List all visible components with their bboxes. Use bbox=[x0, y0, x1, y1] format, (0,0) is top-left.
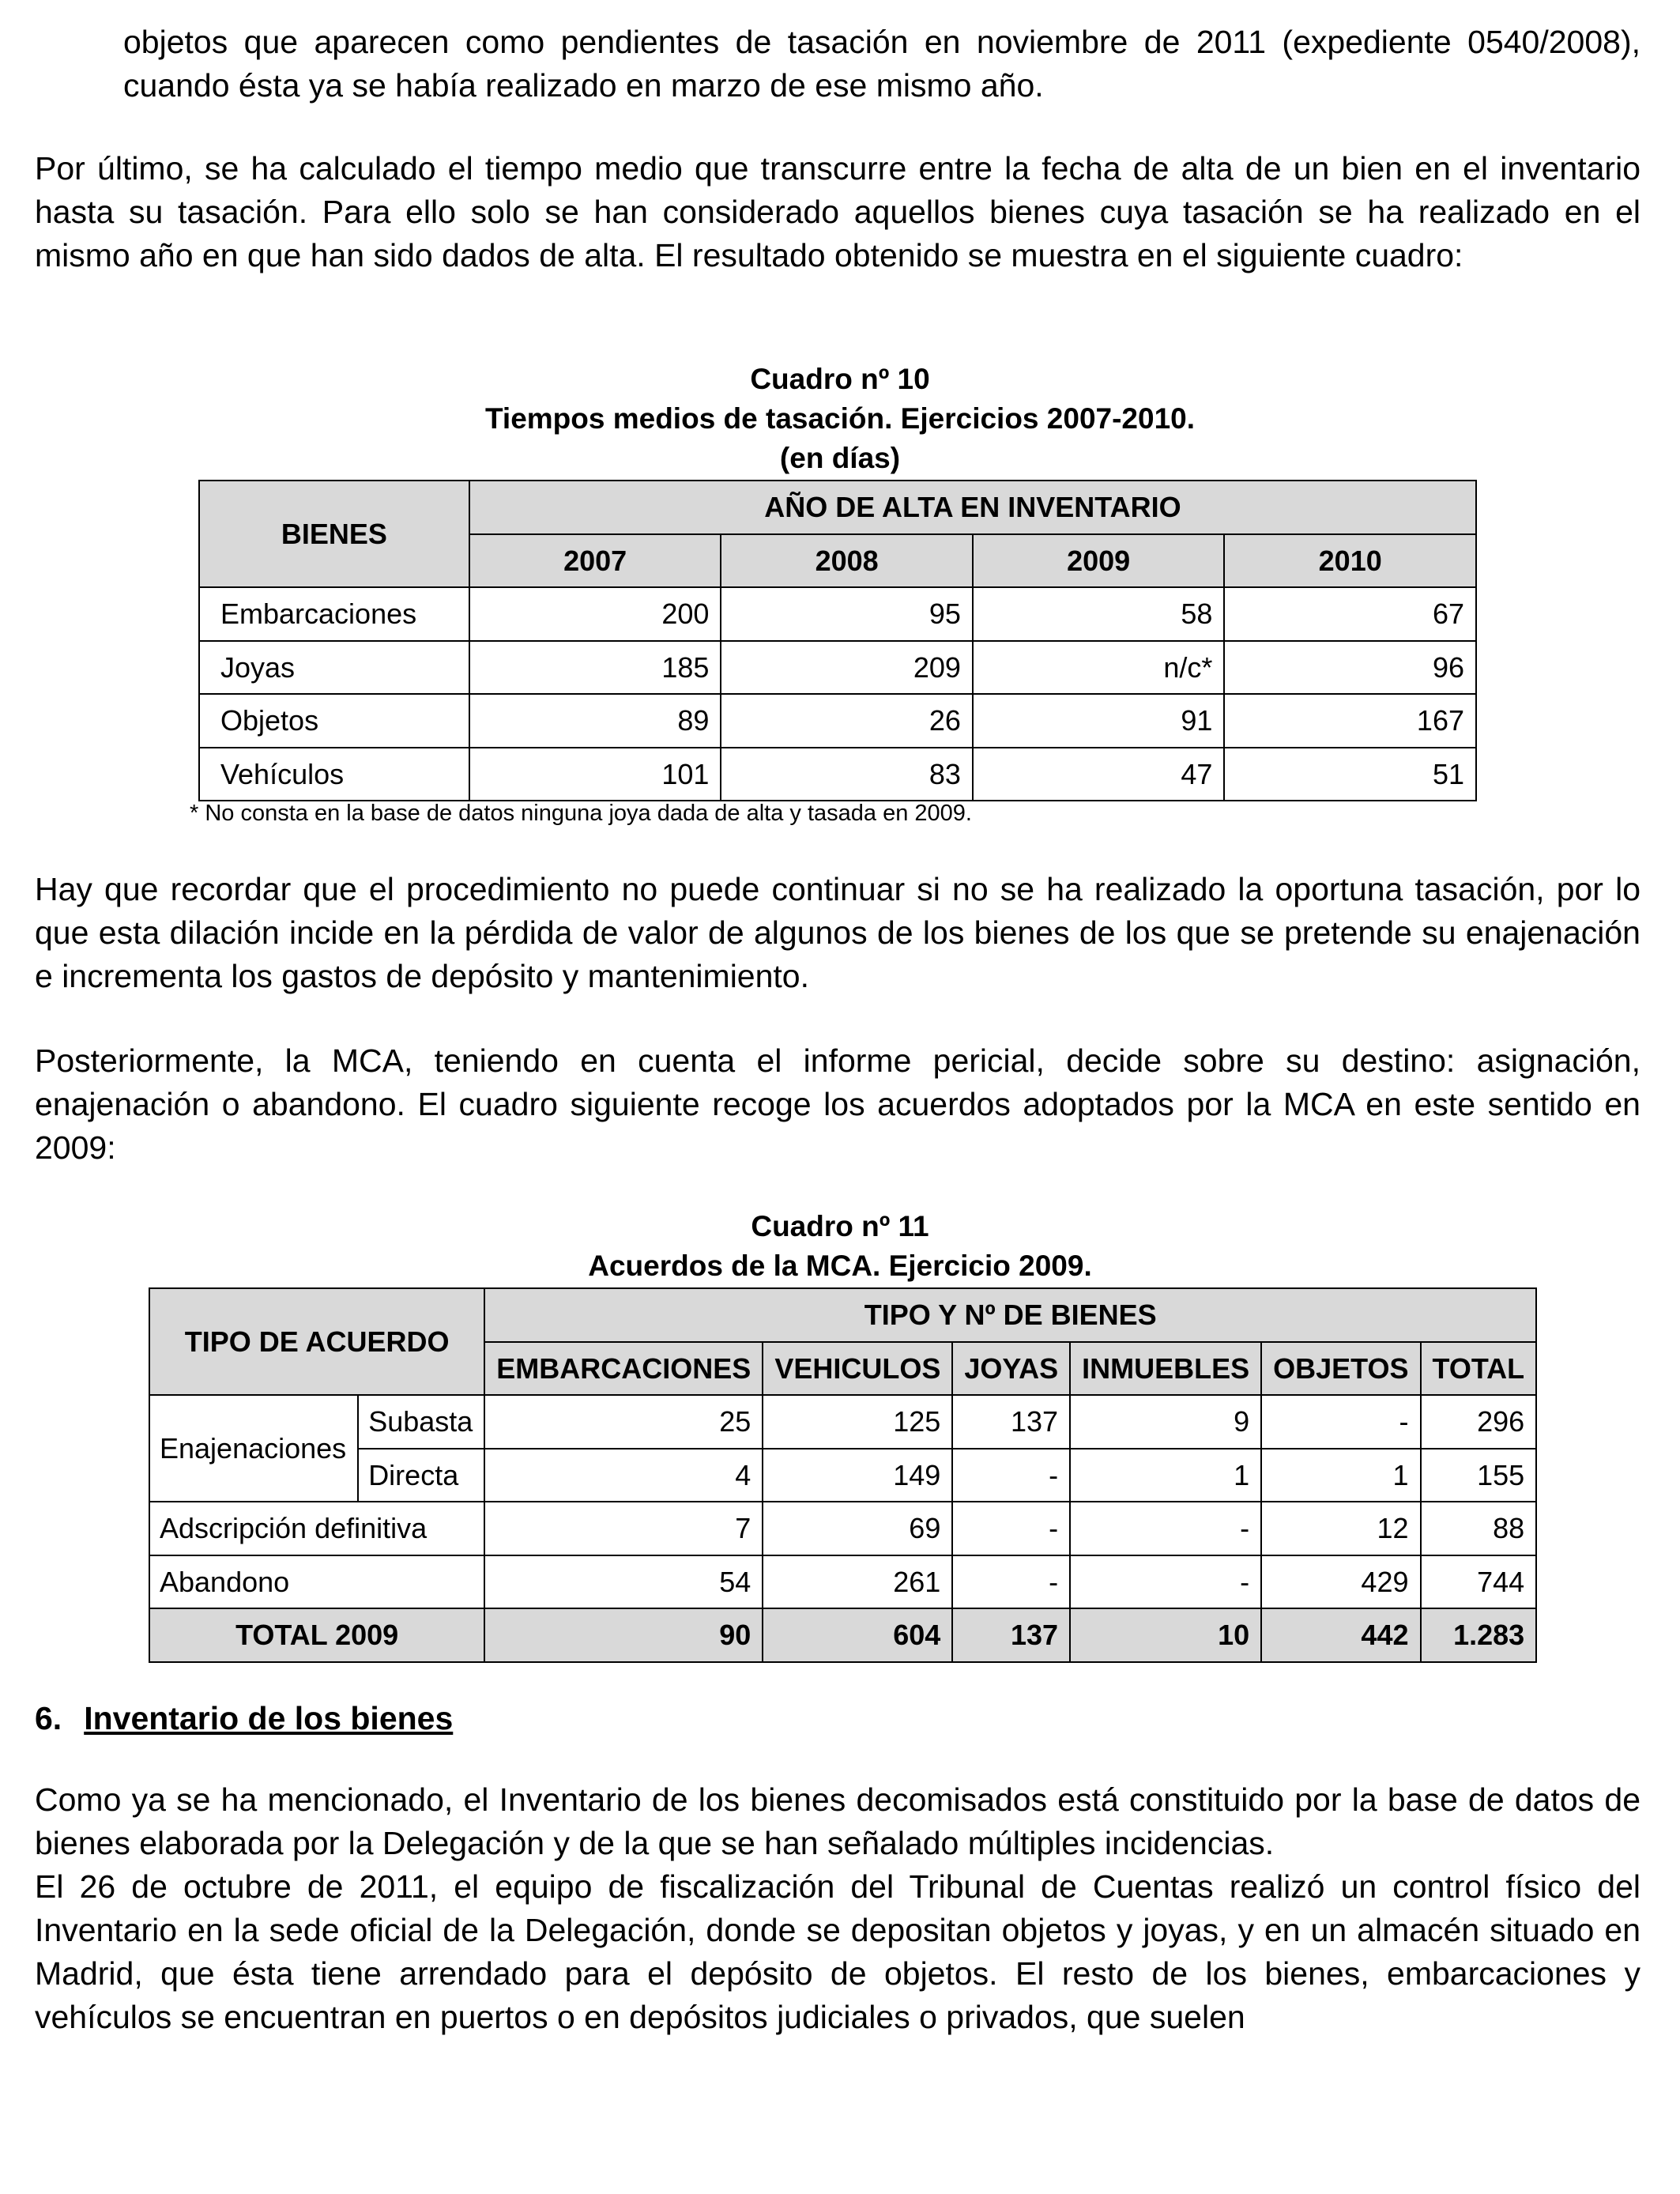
table10-row-label: Objetos bbox=[199, 694, 469, 748]
table-row bbox=[149, 1395, 1536, 1449]
table-row-total bbox=[149, 1608, 1536, 1662]
table11-total-cell: 137 bbox=[952, 1608, 1070, 1662]
table11-cell: 149 bbox=[763, 1449, 952, 1502]
table10-header-group: AÑO DE ALTA EN INVENTARIO bbox=[469, 481, 1476, 534]
table10-caption-units: (en días) bbox=[779, 442, 901, 474]
table11-cell: - bbox=[1070, 1502, 1261, 1555]
table11-cell: - bbox=[1261, 1395, 1420, 1449]
table10-cell: 51 bbox=[1224, 748, 1476, 801]
table11-cell: - bbox=[952, 1449, 1070, 1502]
table11-caption-number: Cuadro nº 11 bbox=[751, 1210, 929, 1242]
table11-cell: 54 bbox=[484, 1555, 763, 1608]
table11-caption-title: Acuerdos de la MCA. Ejercicio 2009. bbox=[588, 1250, 1092, 1282]
table10-header-bienes: BIENES bbox=[199, 481, 469, 587]
table11-cell: - bbox=[952, 1555, 1070, 1608]
table11-row-label: Directa bbox=[358, 1449, 484, 1502]
table11-cell: - bbox=[952, 1502, 1070, 1555]
table11-header-col: JOYAS bbox=[952, 1342, 1070, 1395]
table11-total-cell: 1.283 bbox=[1421, 1608, 1537, 1662]
paragraph-destino: Posteriormente, la MCA, teniendo en cuenta el informe pericial, decide sobre su destino: asignación, enajenación o abandono. El cuadro siguiente recoge los acuerdos adoptados por la MCA en este sentido en 2009: bbox=[35, 1042, 1640, 1166]
table10-row-label: Vehículos bbox=[199, 748, 469, 801]
table11-header-col: TOTAL bbox=[1421, 1342, 1537, 1395]
table11-row-label: Subasta bbox=[358, 1395, 484, 1449]
table11-cell: 125 bbox=[763, 1395, 952, 1449]
table11-cell: - bbox=[1070, 1555, 1261, 1608]
table10-caption-number: Cuadro nº 10 bbox=[750, 363, 930, 395]
table-tiempos-tasacion bbox=[198, 480, 1477, 801]
table11-cell: 296 bbox=[1421, 1395, 1537, 1449]
table11-cell: 69 bbox=[763, 1502, 952, 1555]
table-row bbox=[149, 1502, 1536, 1555]
table10-cell: 47 bbox=[973, 748, 1225, 801]
table10-cell: 91 bbox=[973, 694, 1225, 748]
table11-total-cell: 10 bbox=[1070, 1608, 1261, 1662]
paragraph-continuation: objetos que aparecen como pendientes de tasación en noviembre de 2011 (expediente 0540/2008), cuando ésta ya se había realizado en marzo de ese mismo año. bbox=[123, 24, 1640, 104]
table-acuerdos-mca bbox=[149, 1287, 1537, 1663]
table-row bbox=[199, 641, 1476, 694]
table11-caption bbox=[0, 1207, 1680, 1286]
table11-cell: 744 bbox=[1421, 1555, 1537, 1608]
table-row bbox=[149, 1555, 1536, 1608]
table11-cell: 12 bbox=[1261, 1502, 1420, 1555]
table11-header-tipo: TIPO DE ACUERDO bbox=[149, 1288, 484, 1395]
table11-total-label: TOTAL 2009 bbox=[149, 1608, 484, 1662]
table11-cell: 1 bbox=[1070, 1449, 1261, 1502]
table11-enajenaciones-label: Enajenaciones bbox=[149, 1395, 358, 1502]
table11-cell: 1 bbox=[1261, 1449, 1420, 1502]
table10-row-label: Joyas bbox=[199, 641, 469, 694]
table11-cell: 155 bbox=[1421, 1449, 1537, 1502]
table10-header-year: 2009 bbox=[973, 534, 1225, 587]
table11-row-label: Abandono bbox=[149, 1555, 484, 1608]
table11-row-label: Adscripción definitiva bbox=[149, 1502, 484, 1555]
section-heading bbox=[35, 1700, 453, 1737]
table10-header-year: 2007 bbox=[469, 534, 721, 587]
table10-footnote: * No consta en la base de datos ninguna joya dada de alta y tasada en 2009. bbox=[190, 801, 972, 826]
section-number: 6. bbox=[35, 1700, 62, 1736]
paragraph-control-fisico: El 26 de octubre de 2011, el equipo de fiscalización del Tribunal de Cuentas realizó un control físico del Inventario en la sede oficial de la Delegación, donde se depositan objetos y joyas, y en un almacén situado en Madrid, que ésta tiene arrendado para el depósito de objetos. El resto de los bienes, embarcaciones y vehículos se encuentran en puertos o en depósitos judiciales o privados, que suelen bbox=[35, 1868, 1640, 2035]
table10-cell: n/c* bbox=[973, 641, 1225, 694]
table10-cell: 95 bbox=[721, 587, 973, 641]
table10-cell: 167 bbox=[1224, 694, 1476, 748]
table11-header-group: TIPO Y Nº DE BIENES bbox=[484, 1288, 1536, 1342]
table11-header-col: VEHICULOS bbox=[763, 1342, 952, 1395]
table-row bbox=[149, 1449, 1536, 1502]
paragraph-inventario: Como ya se ha mencionado, el Inventario de los bienes decomisados está constituido por la base de datos de bienes elaborada por la Delegación y de la que se han señalado múltiples incidencias. bbox=[35, 1781, 1640, 1861]
section-title: Inventario de los bienes bbox=[84, 1700, 454, 1736]
table11-cell: 4 bbox=[484, 1449, 763, 1502]
table11-header-col: INMUEBLES bbox=[1070, 1342, 1261, 1395]
table-row bbox=[199, 748, 1476, 801]
table11-total-cell: 442 bbox=[1261, 1608, 1420, 1662]
table11-total-cell: 604 bbox=[763, 1608, 952, 1662]
table10-cell: 200 bbox=[469, 587, 721, 641]
table10-cell: 58 bbox=[973, 587, 1225, 641]
table11-cell: 137 bbox=[952, 1395, 1070, 1449]
table10-cell: 67 bbox=[1224, 587, 1476, 641]
table10-cell: 89 bbox=[469, 694, 721, 748]
table10-cell: 101 bbox=[469, 748, 721, 801]
table10-cell: 83 bbox=[721, 748, 973, 801]
table11-header-col: OBJETOS bbox=[1261, 1342, 1420, 1395]
table10-caption bbox=[0, 360, 1680, 478]
table11-cell: 429 bbox=[1261, 1555, 1420, 1608]
table11-cell: 25 bbox=[484, 1395, 763, 1449]
table10-cell: 96 bbox=[1224, 641, 1476, 694]
table11-cell: 7 bbox=[484, 1502, 763, 1555]
table11-cell: 9 bbox=[1070, 1395, 1261, 1449]
table10-header-year: 2008 bbox=[721, 534, 973, 587]
table10-row-label: Embarcaciones bbox=[199, 587, 469, 641]
paragraph-dilacion: Hay que recordar que el procedimiento no puede continuar si no se ha realizado la oportuna tasación, por lo que esta dilación incide en la pérdida de valor de algunos de los bienes de los que se pretende su enajenación e incrementa los gastos de depósito y mantenimiento. bbox=[35, 871, 1640, 994]
table10-caption-title: Tiempos medios de tasación. Ejercicios 2007-2010. bbox=[484, 402, 1196, 435]
table10-cell: 209 bbox=[721, 641, 973, 694]
table-row bbox=[199, 587, 1476, 641]
table10-cell: 26 bbox=[721, 694, 973, 748]
table11-cell: 88 bbox=[1421, 1502, 1537, 1555]
table11-header-col: EMBARCACIONES bbox=[484, 1342, 763, 1395]
table11-cell: 261 bbox=[763, 1555, 952, 1608]
table10-cell: 185 bbox=[469, 641, 721, 694]
paragraph-tiempo-medio: Por último, se ha calculado el tiempo medio que transcurre entre la fecha de alta de un bien en el inventario hasta su tasación. Para ello solo se han considerado aquellos bienes cuya tasación se ha realizado en el mismo año en que han sido dados de alta. El resultado obtenido se muestra en el siguiente cuadro: bbox=[35, 150, 1640, 273]
table-row bbox=[199, 694, 1476, 748]
table10-header-year: 2010 bbox=[1224, 534, 1476, 587]
table11-total-cell: 90 bbox=[484, 1608, 763, 1662]
